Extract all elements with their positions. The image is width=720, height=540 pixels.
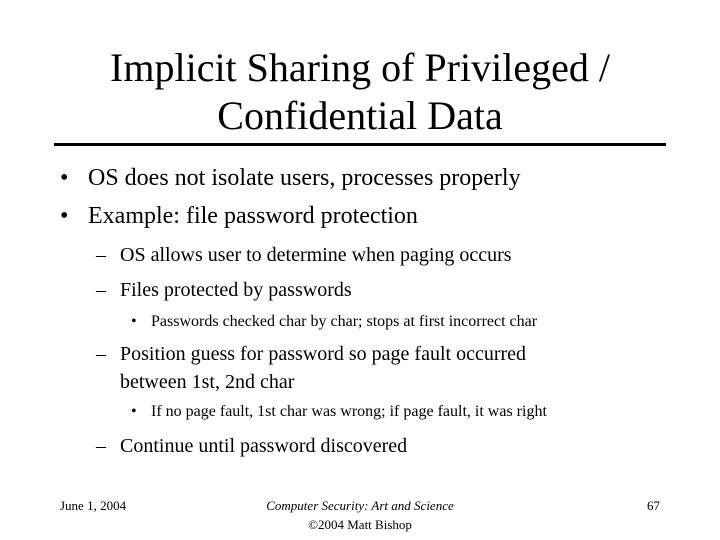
bullet-marker: • [60, 203, 69, 229]
dash-marker: – [96, 279, 106, 301]
sub-sub-bullet-char-check [131, 311, 711, 333]
sub-bullet-text: Continue until password discovered [120, 435, 408, 457]
sub-bullet-position-guess [96, 340, 696, 396]
bullet-text: Example: file password protection [88, 203, 418, 229]
sub-bullet-text-line-1: Position guess for password so page fault occurred [120, 343, 527, 365]
footer-source [210, 496, 510, 534]
footer-copyright: ©2004 Matt Bishop [308, 517, 412, 532]
bullet-marker: • [131, 313, 137, 330]
title-underline [54, 143, 666, 146]
sub-bullet-text: OS allows user to determine when paging occurs [120, 244, 512, 266]
dash-marker: – [96, 435, 106, 457]
footer-book-title: Computer Security: Art and Science [266, 498, 454, 513]
bullet-os-isolation [60, 164, 680, 192]
slide-title [0, 44, 720, 140]
sub-sub-bullet-text: If no page fault, 1st char was wrong; if page fault, it was right [151, 403, 547, 420]
sub-bullet-files [96, 276, 696, 304]
bullet-marker: • [131, 403, 137, 420]
sub-bullet-text: Files protected by passwords [120, 279, 352, 301]
title-line-2: Confidential Data [217, 93, 503, 138]
title-line-1: Implicit Sharing of Privileged / [110, 45, 610, 90]
footer-page-number: 67 [647, 498, 660, 513]
bullet-example [60, 202, 680, 230]
sub-sub-bullet-text: Passwords checked char by char; stops at first incorrect char [151, 313, 538, 330]
dash-marker: – [96, 244, 106, 266]
dash-marker: – [96, 343, 106, 365]
footer-date: June 1, 2004 [60, 498, 127, 513]
sub-bullet-paging [96, 241, 696, 269]
bullet-text: OS does not isolate users, processes properly [88, 165, 521, 191]
bullet-marker: • [60, 165, 69, 191]
sub-bullet-continue [96, 432, 696, 460]
sub-sub-bullet-page-fault [131, 401, 711, 423]
sub-bullet-text-line-2: between 1st, 2nd char [120, 371, 295, 393]
